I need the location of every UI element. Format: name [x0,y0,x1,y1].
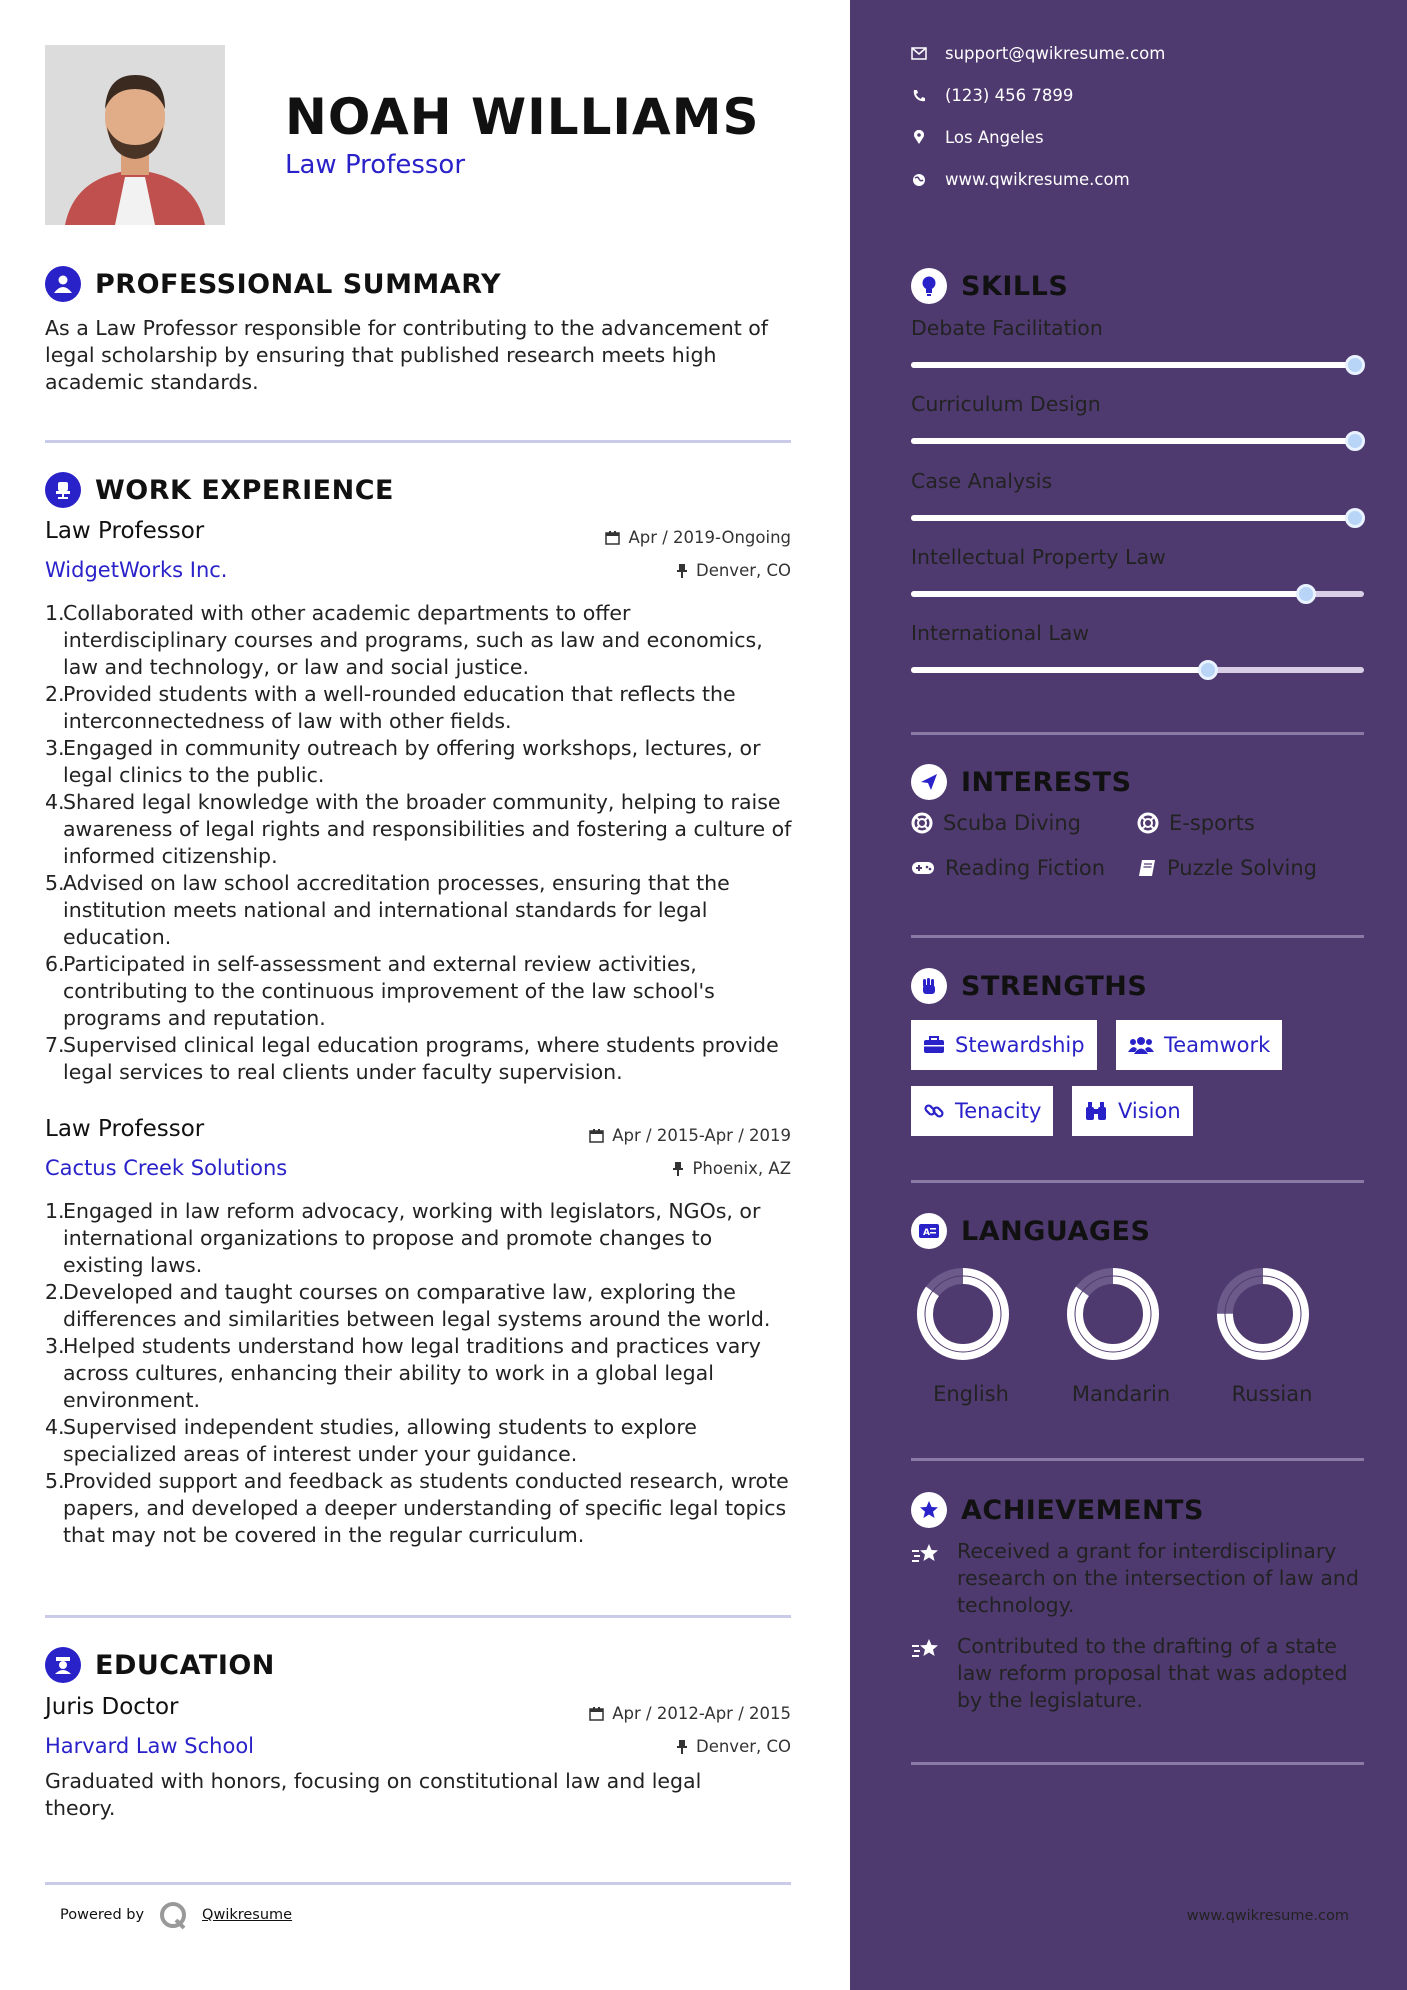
profile-photo [45,45,225,225]
skill-bar [911,667,1364,673]
achievements-title: ACHIEVEMENTS [961,1494,1204,1526]
interests-heading [911,764,1132,800]
fist-icon [911,968,947,1004]
pin-icon [676,1739,688,1754]
list-item: 4. Supervised independent studies, allowing students to explore specialized areas of interest under your guidance. [45,1415,697,1466]
skill-bar [911,438,1364,444]
skill-label: Intellectual Property Law [911,545,1166,569]
divider [45,1882,791,1885]
globe-icon [911,172,927,188]
education-dates-text: Apr / 2012-Apr / 2015 [612,1704,791,1723]
strengths-heading [911,968,1147,1004]
work-heading [45,472,394,508]
achievement-item [911,1633,1371,1714]
job-entry [45,1116,791,1186]
qwikresume-logo-icon [158,1900,188,1930]
list-item: 6. Participated in self-assessment and external review activities, contributing to the continuous improvement of the law school's programs and reputation. [45,952,715,1030]
list-item: 5. Advised on law school accreditation processes, ensuring that the institution meets national and international standards for legal education. [45,871,730,949]
skills-heading [911,268,1068,304]
divider [911,1458,1364,1461]
paper-plane-icon [911,764,947,800]
language-ring-edge [925,1276,1001,1352]
website-text[interactable]: www.qwikresume.com [945,170,1130,189]
skill-label: Case Analysis [911,469,1053,493]
list-item: 7. Supervised clinical legal education programs, where students provide legal services to real clients under faculty supervision. [45,1033,779,1084]
achievement-text: Received a grant for interdisciplinary research on the intersection of law and technology. [957,1539,1359,1617]
binoculars-icon [1084,1101,1108,1121]
job-title: Law Professor [45,518,205,544]
location-text: Los Angeles [945,128,1044,147]
summary-text: As a Law Professor responsible for contributing to the advancement of legal scholarship by ensuring that published research meets high academic standards. [45,316,769,394]
strengths-title: STRENGTHS [961,970,1148,1002]
list-item: 4. Shared legal knowledge with the broader community, helping to raise awareness of legal rights and responsibilities and fostering a culture of informed citizenship. [45,790,792,868]
users-icon [1128,1035,1154,1055]
interest-label: Puzzle Solving [1167,856,1317,880]
company-name: Cactus Creek Solutions [45,1156,288,1180]
footer-url[interactable]: www.qwikresume.com [1186,1908,1349,1924]
contact-phone [911,86,1073,105]
work-title: WORK EXPERIENCE [95,474,394,506]
strength-chip [911,1020,1097,1070]
interest-label: E-sports [1169,811,1255,835]
graduate-icon [45,1647,81,1683]
language-label: English [933,1382,1009,1406]
skill-bar-knob [1345,431,1365,451]
summary-heading [45,266,501,302]
skill-bar-fill [911,362,1355,368]
strength-chip [1072,1086,1193,1136]
gamepad-icon [911,860,935,876]
person-name: NOAH WILLIAMS [285,88,760,146]
user-circle-icon [45,266,81,302]
divider [911,1762,1364,1765]
education-heading [45,1647,275,1683]
strength-chip [1116,1020,1282,1070]
calendar-icon [589,1706,604,1721]
skill-bar-knob [1198,660,1218,680]
interest-item [1137,856,1317,880]
translate-icon [911,1213,947,1249]
skill-bar [911,362,1364,368]
list-item: 2. Provided students with a well-rounded education that reflects the interconnectedness of law with other fields. [45,682,736,733]
list-item: 1. Collaborated with other academic departments to offer interdisciplinary courses and programs, such as law and economics, law and technology, or law and social justice. [45,601,763,679]
job-duties-list [45,1198,795,1549]
contact-location [911,128,1044,147]
job-dates [589,1126,791,1145]
divider [45,1615,791,1618]
phone-text: (123) 456 7899 [945,86,1074,105]
strength-label: Tenacity [955,1099,1042,1123]
qwikresume-link[interactable]: Qwikresume [202,1907,293,1923]
strength-label: Vision [1118,1099,1181,1123]
job-dates [605,528,791,547]
education-location-text: Denver, CO [695,1737,791,1756]
divider [45,440,791,443]
language-ring-edge [1225,1276,1301,1352]
job-location [676,561,791,580]
divider [911,1180,1364,1183]
education-location [676,1737,791,1756]
languages-title: LANGUAGES [961,1215,1151,1247]
interest-label: Reading Fiction [945,856,1106,880]
list-item: 3. Engaged in community outreach by offering workshops, lectures, or legal clinics to the public. [45,736,761,787]
list-item: 2. Developed and taught courses on comparative law, exploring the differences and similarities between legal systems around the world. [45,1280,771,1331]
company-name: WidgetWorks Inc. [45,558,228,582]
powered-by [60,1900,292,1930]
job-dates-text: Apr / 2019-Ongoing [628,528,791,547]
skill-bar-knob [1345,355,1365,375]
phone-icon [911,88,927,104]
interest-item [911,811,1081,835]
shooting-star-icon [911,1538,943,1619]
achievement-text: Contributed to the drafting of a state law reform proposal that was adopted by the legislature. [957,1634,1348,1712]
language-label: Mandarin [1071,1382,1171,1406]
star-badge-icon [911,1492,947,1528]
svg-text:A: A [923,1228,930,1238]
strength-label: Teamwork [1164,1033,1271,1057]
divider [911,732,1364,735]
degree: Juris Doctor [45,1694,179,1720]
strength-label: Stewardship [955,1033,1085,1057]
education-entry [45,1694,791,1764]
calendar-icon [605,530,620,545]
list-item: 5. Provided support and feedback as students conducted research, wrote papers, and developed a deeper understanding of specific legal topics that may not be covered in the regular curriculum. [45,1469,789,1547]
interest-item [911,856,1105,880]
pin-icon [676,563,688,578]
list-item: 3. Helped students understand how legal traditions and practices vary across cultures, enhancing their ability to work in a global legal environment. [45,1334,761,1412]
link-icon [923,1100,945,1122]
email-text[interactable]: support@qwikresume.com [945,44,1166,63]
lightbulb-icon [911,268,947,304]
job-location-text: Denver, CO [695,561,791,580]
contact-email [911,44,1165,63]
skill-bar-fill [911,438,1355,444]
skill-label: Curriculum Design [911,392,1101,416]
job-location [672,1159,791,1178]
job-duties-list [45,600,795,1086]
education-text: Graduated with honors, focusing on constitutional law and legal theory. [45,1769,702,1820]
skill-bar-knob [1296,584,1316,604]
contact-website [911,170,1130,189]
skill-bar-knob [1345,508,1365,528]
achievement-item [911,1538,1371,1619]
skill-bar-fill [911,515,1355,521]
lifebuoy-icon [911,812,933,834]
lifebuoy-icon [1137,812,1159,834]
shooting-star-icon [911,1633,943,1714]
pin-icon [672,1161,684,1176]
strength-chip [911,1086,1053,1136]
map-pin-icon [911,130,927,146]
person-role: Law Professor [285,150,466,180]
interests-title: INTERESTS [961,766,1132,798]
summary-title: PROFESSIONAL SUMMARY [95,268,502,300]
languages-heading [911,1213,1150,1249]
list-item: 1. Engaged in law reform advocacy, working with legislators, NGOs, or international organizations to propose and promote changes to existing laws. [45,1199,761,1277]
skill-bar-fill [911,667,1208,673]
skills-title: SKILLS [961,270,1069,302]
book-icon [1137,858,1157,878]
achievements-heading [911,1492,1204,1528]
envelope-icon [911,46,927,62]
calendar-icon [589,1128,604,1143]
language-rings [911,1262,1371,1372]
interest-label: Scuba Diving [943,811,1081,835]
school-name: Harvard Law School [45,1734,254,1758]
skill-bar [911,591,1364,597]
job-location-text: Phoenix, AZ [692,1159,791,1178]
job-entry [45,518,791,588]
powered-by-label: Powered by [60,1907,145,1923]
interest-item [1137,811,1255,835]
language-ring-edge [1075,1276,1151,1352]
education-title: EDUCATION [95,1649,275,1681]
skill-bar-fill [911,591,1306,597]
job-dates-text: Apr / 2015-Apr / 2019 [612,1126,791,1145]
skill-label: International Law [911,621,1090,645]
skill-bar [911,515,1364,521]
education-dates [589,1704,791,1723]
briefcase-icon [923,1035,945,1055]
divider [911,935,1364,938]
language-label: Russian [1231,1382,1313,1406]
chair-icon [45,472,81,508]
job-title: Law Professor [45,1116,205,1142]
skill-label: Debate Facilitation [911,316,1103,340]
